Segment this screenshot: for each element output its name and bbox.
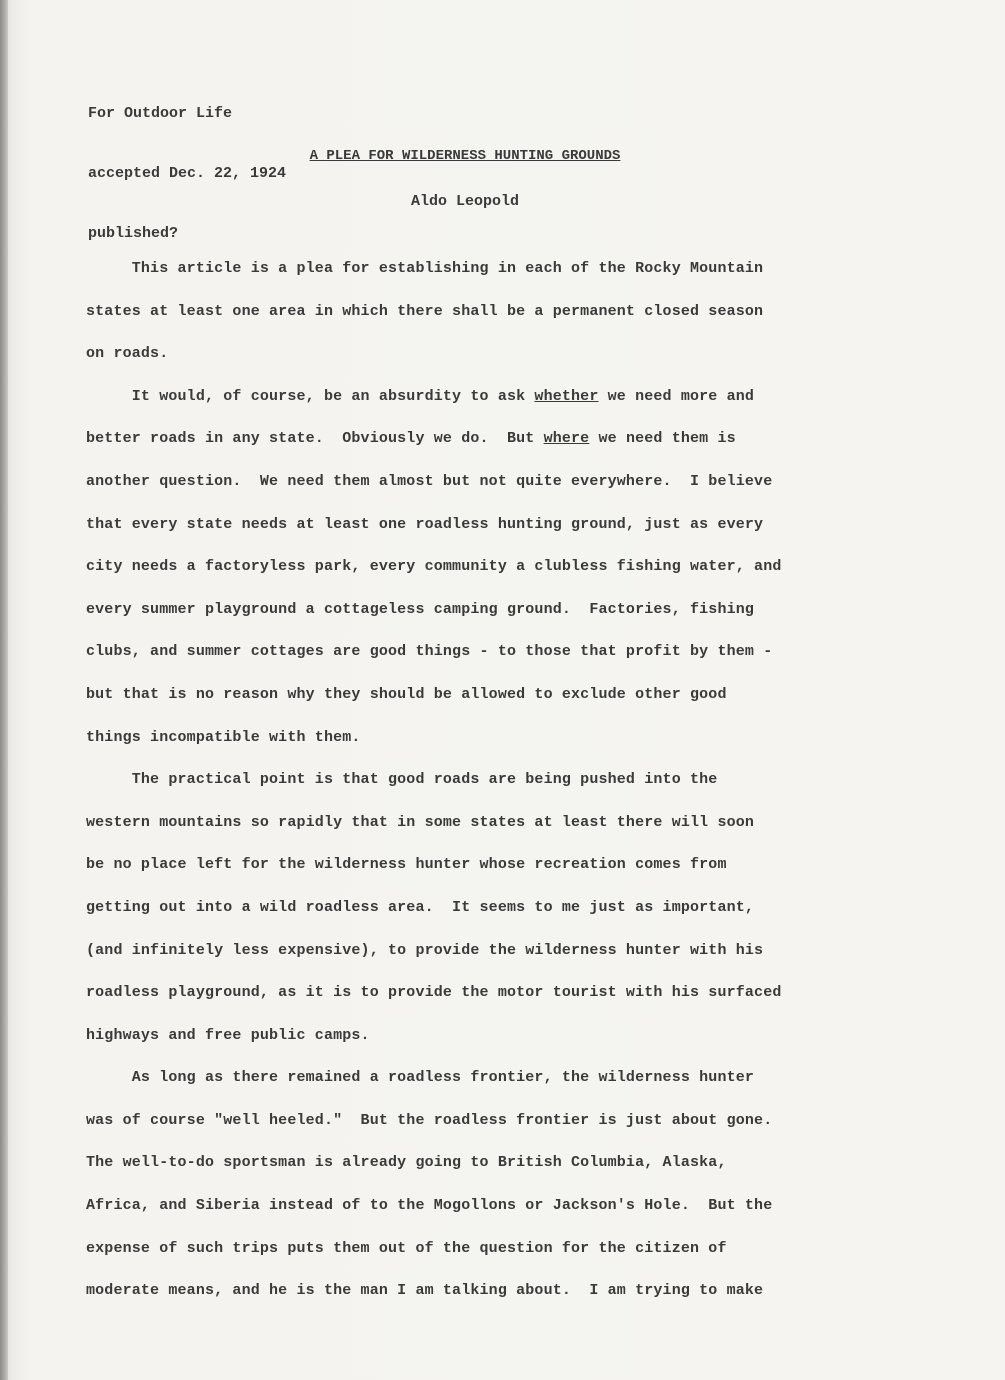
body-line: The well-to-do sportsman is already going to British Columbia, Alaska, bbox=[86, 1154, 727, 1172]
body-line: roadless playground, as it is to provide the motor tourist with his surfaced bbox=[86, 984, 782, 1002]
body-text: It would, of course, be an absurdity to ask bbox=[86, 387, 535, 405]
body-line: getting out into a wild roadless area. It seems to me just as important, bbox=[86, 898, 755, 916]
body-text: better roads in any state. Obviously we do. But bbox=[86, 430, 544, 448]
body-line: highways and free public camps. bbox=[86, 1026, 370, 1044]
body-line: moderate means, and he is the man I am talking about. I am trying to make bbox=[86, 1282, 764, 1300]
body-line: but that is no reason why they should be allowed to exclude other good bbox=[86, 685, 727, 703]
body-text: we need more and bbox=[598, 387, 755, 405]
body-line: Africa, and Siberia instead of to the Mogollons or Jackson's Hole. But the bbox=[86, 1197, 773, 1215]
document-author: Aldo Leopold bbox=[410, 193, 520, 210]
underlined-word-where: where bbox=[543, 430, 590, 448]
body-line: The practical point is that good roads are being pushed into the bbox=[86, 771, 718, 789]
body-line: on roads. bbox=[86, 345, 169, 363]
body-line: As long as there remained a roadless frontier, the wilderness hunter bbox=[86, 1069, 755, 1087]
body-line bbox=[86, 425, 906, 468]
underlined-word-whether: whether bbox=[534, 387, 599, 405]
body-line: clubs, and summer cottages are good things - to those that profit by them - bbox=[86, 643, 773, 661]
body-line: (and infinitely less expensive), to provide the wilderness hunter with his bbox=[86, 941, 764, 959]
header-line-published: published? bbox=[88, 225, 179, 242]
body-line: city needs a factoryless park, every community a clubless fishing water, and bbox=[86, 558, 782, 576]
body-line: western mountains so rapidly that in some states at least there will soon bbox=[86, 813, 755, 831]
body-line: expense of such trips puts them out of the question for the citizen of bbox=[86, 1239, 727, 1257]
header-notes bbox=[88, 64, 286, 284]
body-line: states at least one area in which there shall be a permanent closed season bbox=[86, 302, 764, 320]
body-line: things incompatible with them. bbox=[86, 728, 361, 746]
body-line: This article is a plea for establishing in each of the Rocky Mountain bbox=[86, 260, 764, 277]
document-body bbox=[86, 255, 906, 1320]
body-line: every summer playground a cottageless camping ground. Factories, fishing bbox=[86, 600, 755, 618]
body-line: was of course "well heeled." But the roadless frontier is just about gone. bbox=[86, 1111, 773, 1129]
body-text: we need them is bbox=[589, 430, 736, 448]
header-line-accepted: accepted Dec. 22, 1924 bbox=[88, 165, 287, 182]
body-line: be no place left for the wilderness hunter whose recreation comes from bbox=[86, 856, 727, 874]
document-title: A PLEA FOR WILDERNESS HUNTING GROUNDS bbox=[309, 148, 621, 164]
header-line-publication: For Outdoor Life bbox=[88, 105, 233, 122]
body-line: another question. We need them almost but not quite everywhere. I believe bbox=[86, 472, 773, 490]
body-line: that every state needs at least one roadless hunting ground, just as every bbox=[86, 515, 764, 533]
body-line bbox=[86, 383, 906, 426]
